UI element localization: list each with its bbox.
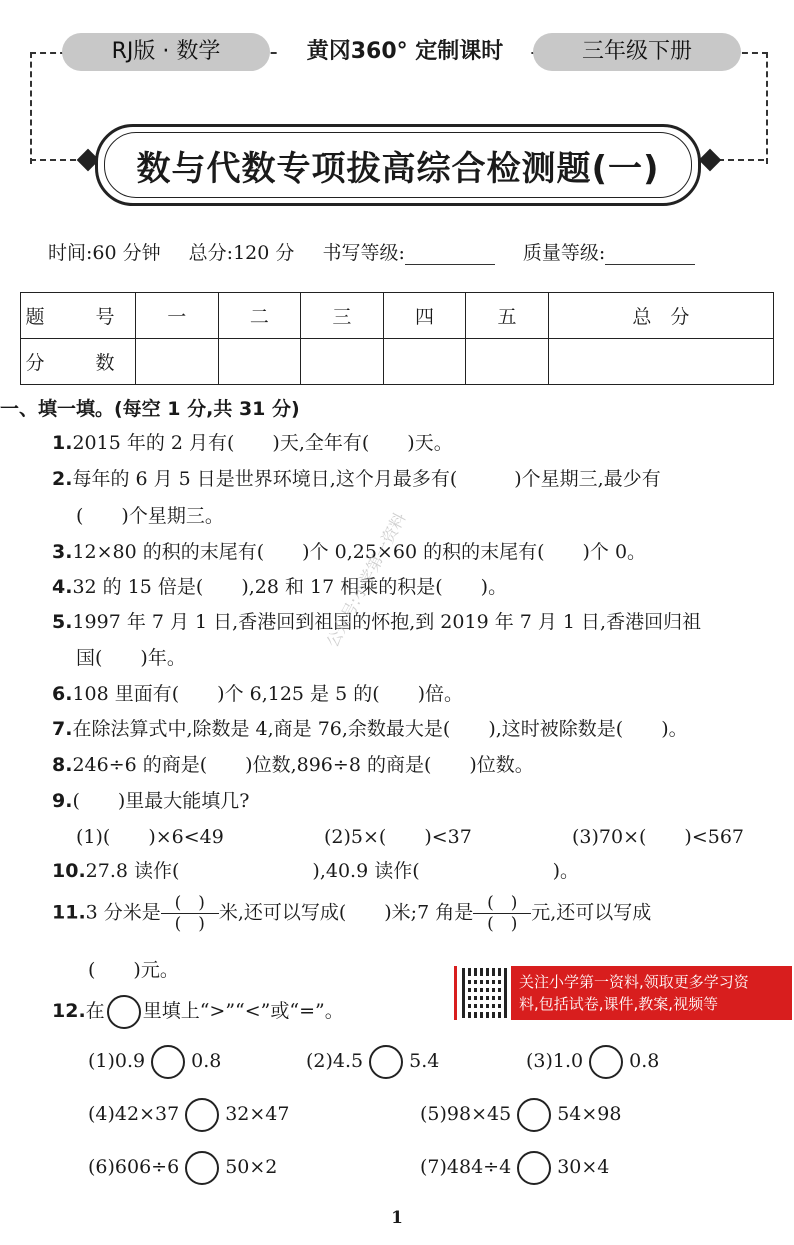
compare-right: 50×2 <box>225 1156 278 1178</box>
question-9-item: (2)5×( )<37 <box>324 826 472 848</box>
compare-circle-blank[interactable] <box>185 1151 219 1185</box>
question-text: 在除法算式中,除数是 4,商是 76,余数最大是( ),这时被除数是( )。 <box>72 718 688 740</box>
quality-grade-text: 质量等级: <box>522 242 606 264</box>
fraction-numerator: ( ) <box>487 893 518 913</box>
score-cell[interactable] <box>136 339 219 385</box>
compare-right: 5.4 <box>409 1050 440 1072</box>
compare-left: (5)98×45 <box>420 1103 512 1125</box>
question-9 <box>52 786 249 813</box>
question-text: 2015 年的 2 月有( )天,全年有( )天。 <box>72 432 453 454</box>
question-6 <box>52 679 463 706</box>
score-cell[interactable] <box>301 339 384 385</box>
score-cell[interactable] <box>383 339 466 385</box>
quality-grade-blank <box>605 246 695 265</box>
question-number: 10. <box>52 860 86 882</box>
question-number: 12. <box>52 1000 86 1022</box>
promo-line: 料,包括试卷,课件,教案,视频等 <box>519 995 719 1013</box>
compare-circle-blank[interactable] <box>185 1098 219 1132</box>
question-3 <box>52 537 646 564</box>
question-2 <box>52 464 661 491</box>
question-text: 108 里面有( )个 6,125 是 5 的( )倍。 <box>72 683 464 705</box>
question-text: 在 <box>85 1000 105 1022</box>
compare-right: 54×98 <box>557 1103 622 1125</box>
question-2-cont: ( )个星期三。 <box>76 505 224 527</box>
question-text: 每年的 6 月 5 日是世界环境日,这个月最多有( )个星期三,最少有 <box>72 468 661 490</box>
question-number: 9. <box>52 790 73 812</box>
qr-code-icon <box>457 966 511 1020</box>
compare-left: (1)0.9 <box>88 1050 146 1072</box>
question-number: 7. <box>52 718 73 740</box>
table-header-cell: 五 <box>466 293 549 339</box>
question-text: 27.8 读作( ),40.9 读作( )。 <box>85 860 580 882</box>
writing-grade-blank <box>405 246 495 265</box>
compare-item <box>420 1098 621 1132</box>
table-header-cell: 一 <box>136 293 219 339</box>
page-title-box <box>95 124 701 206</box>
question-5-cont: 国( )年。 <box>76 647 186 669</box>
compare-item <box>88 1151 277 1185</box>
fraction-blank[interactable] <box>473 893 531 934</box>
compare-left: (4)42×37 <box>88 1103 180 1125</box>
question-number: 1. <box>52 432 73 454</box>
table-header-cell: 总 分 <box>548 293 773 339</box>
total-info: 总分:120 分 <box>188 242 295 264</box>
question-number: 4. <box>52 576 73 598</box>
edition-label: RJ版 · 数学 <box>62 33 270 71</box>
writing-grade-label <box>322 242 494 264</box>
table-header-cell: 四 <box>383 293 466 339</box>
page-title: 数与代数专项拔高综合检测题(一) <box>136 148 660 189</box>
series-label: 黄冈360° 定制课时 <box>280 33 530 71</box>
score-row-label: 分 数 <box>21 339 136 385</box>
score-table <box>20 292 774 385</box>
section-heading: 一、填一填。(每空 1 分,共 31 分) <box>0 398 300 420</box>
quality-grade-label <box>523 242 695 264</box>
fraction-numerator: ( ) <box>174 893 205 913</box>
question-7 <box>52 714 688 741</box>
promo-banner[interactable] <box>454 966 792 1020</box>
score-cell[interactable] <box>548 339 773 385</box>
compare-left: (3)1.0 <box>526 1050 584 1072</box>
compare-item <box>306 1045 439 1079</box>
question-1 <box>52 428 453 455</box>
question-10 <box>52 856 579 883</box>
compare-right: 32×47 <box>225 1103 290 1125</box>
compare-circle-blank[interactable] <box>369 1045 403 1079</box>
question-text: 32 的 15 倍是( ),28 和 17 相乘的积是( )。 <box>72 576 508 598</box>
compare-circle-blank[interactable] <box>151 1045 185 1079</box>
compare-left: (2)4.5 <box>306 1050 364 1072</box>
fraction-blank[interactable] <box>161 893 219 934</box>
question-11-cont: ( )元。 <box>88 959 179 981</box>
compare-item <box>88 1045 221 1079</box>
question-text: 里填上“>”“<”或“=”。 <box>142 1000 344 1022</box>
question-text: 12×80 的积的末尾有( )个 0,25×60 的积的末尾有( )个 0。 <box>72 541 647 563</box>
question-text: 元,还可以写成 <box>531 901 652 924</box>
compare-circle-blank[interactable] <box>517 1098 551 1132</box>
compare-circle-blank[interactable] <box>517 1151 551 1185</box>
question-number: 8. <box>52 754 73 776</box>
compare-left: (7)484÷4 <box>420 1156 512 1178</box>
table-header-cell: 二 <box>218 293 301 339</box>
score-cell[interactable] <box>466 339 549 385</box>
writing-grade-text: 书写等级: <box>322 242 405 264</box>
compare-right: 0.8 <box>629 1050 660 1072</box>
fraction-denominator: ( ) <box>174 914 205 934</box>
score-cell[interactable] <box>218 339 301 385</box>
question-text: 3 分米是 <box>85 901 161 924</box>
question-12 <box>52 995 344 1029</box>
question-number: 2. <box>52 468 73 490</box>
question-9-item: (1)( )×6<49 <box>76 826 224 848</box>
table-header-cell: 题 号 <box>21 293 136 339</box>
table-row <box>21 339 774 385</box>
page-number: 1 <box>391 1208 403 1228</box>
question-text: 1997 年 7 月 1 日,香港回到祖国的怀抱,到 2019 年 7 月 1 日,香港回归祖 <box>72 611 702 633</box>
question-8 <box>52 750 534 777</box>
question-number: 6. <box>52 683 73 705</box>
promo-text <box>519 971 749 1015</box>
question-number: 5. <box>52 611 73 633</box>
circle-icon <box>107 995 141 1029</box>
question-number: 11. <box>52 901 86 924</box>
compare-item <box>420 1151 609 1185</box>
compare-right: 0.8 <box>191 1050 222 1072</box>
question-4 <box>52 572 507 599</box>
promo-line: 关注小学第一资料,领取更多学习资 <box>519 973 749 991</box>
compare-item <box>88 1098 289 1132</box>
watermark: 公众号:小学第一资料 <box>322 509 410 651</box>
time-info: 时间:60 分钟 <box>48 242 161 264</box>
compare-item <box>526 1045 659 1079</box>
question-11 <box>52 893 651 934</box>
compare-left: (6)606÷6 <box>88 1156 180 1178</box>
question-number: 3. <box>52 541 73 563</box>
grade-label: 三年级下册 <box>533 33 741 71</box>
question-5 <box>52 607 701 634</box>
table-row <box>21 293 774 339</box>
fraction-denominator: ( ) <box>487 914 518 934</box>
question-text: 246÷6 的商是( )位数,896÷8 的商是( )位数。 <box>72 754 534 776</box>
exam-info <box>48 238 717 265</box>
question-text: 米,还可以写成( )米;7 角是 <box>218 901 474 924</box>
compare-right: 30×4 <box>557 1156 610 1178</box>
question-9-item: (3)70×( )<567 <box>572 826 745 848</box>
question-text: ( )里最大能填几? <box>72 790 250 812</box>
compare-circle-blank[interactable] <box>589 1045 623 1079</box>
table-header-cell: 三 <box>301 293 384 339</box>
